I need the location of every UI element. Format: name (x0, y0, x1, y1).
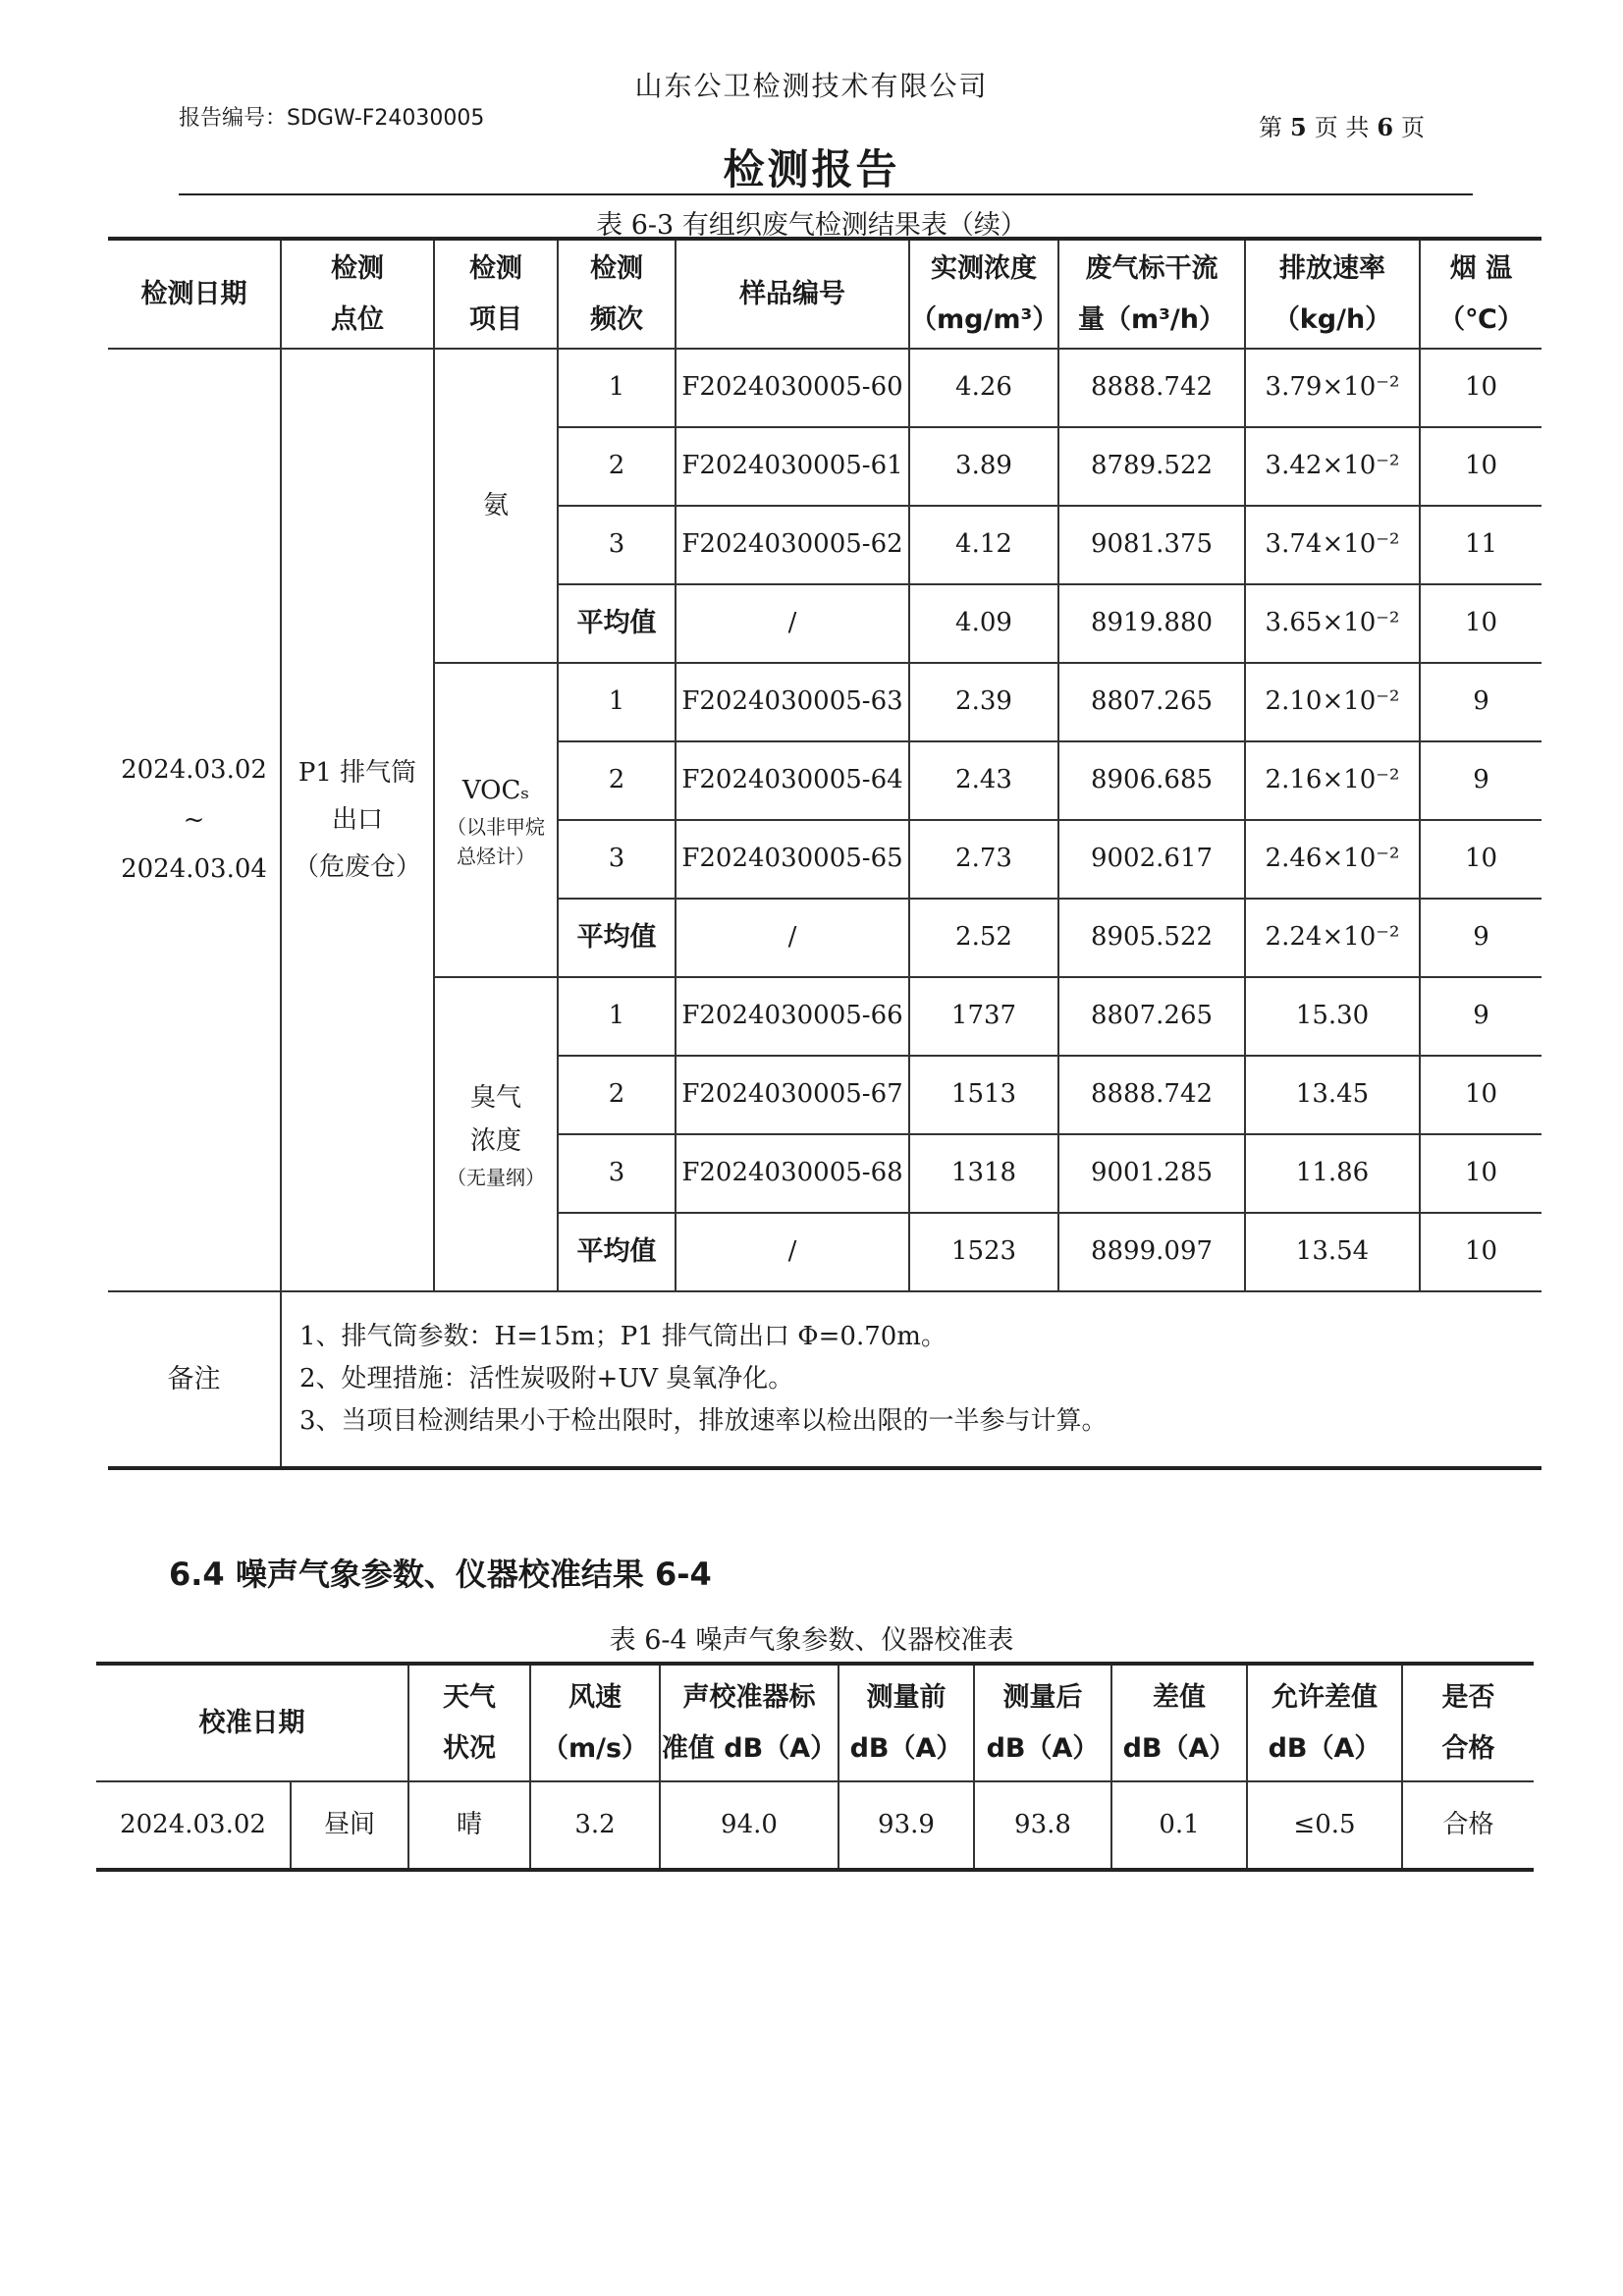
sample-cell: F2024030005-67 (676, 1056, 909, 1134)
header-freq (558, 239, 676, 349)
rate-cell: 13.45 (1245, 1056, 1420, 1134)
temp-cell: 10 (1420, 349, 1542, 427)
header-point-text: 检测 点位 (331, 253, 384, 335)
table-6-4-caption: 表 6-4 噪声气象参数、仪器校准表 (609, 1625, 1014, 1656)
t64-header-weather-text: 天气 状况 (443, 1682, 496, 1764)
conc-cell: 4.09 (909, 584, 1058, 663)
conc-cell: 1737 (909, 977, 1058, 1056)
temp-cell: 10 (1420, 1134, 1542, 1213)
rate-cell: 3.79×10⁻² (1245, 349, 1420, 427)
t64-diff: 0.1 (1111, 1781, 1247, 1870)
conc-cell: 2.39 (909, 663, 1058, 741)
header-item (434, 239, 558, 349)
t64-allow: ≤0.5 (1247, 1781, 1402, 1870)
item-name: 臭气 浓度 (469, 1082, 521, 1156)
temp-cell: 10 (1420, 584, 1542, 663)
t64-after: 93.8 (974, 1781, 1111, 1870)
freq-cell: 1 (558, 663, 676, 741)
rate-cell: 13.54 (1245, 1213, 1420, 1291)
rate-cell: 3.65×10⁻² (1245, 584, 1420, 663)
conc-cell: 2.52 (909, 899, 1058, 977)
freq-cell: 1 (558, 977, 676, 1056)
title-divider (179, 193, 1473, 195)
conc-cell: 3.89 (909, 427, 1058, 506)
t64-header-pass-text: 是否 合格 (1441, 1682, 1495, 1764)
rate-cell: 15.30 (1245, 977, 1420, 1056)
page-current: 5 (1290, 113, 1307, 141)
rate-cell: 2.10×10⁻² (1245, 663, 1420, 741)
sample-cell: / (676, 584, 909, 663)
t64-header-after-text: 测量后 dB（A） (986, 1682, 1100, 1764)
rate-cell: 11.86 (1245, 1134, 1420, 1213)
date-date-start: 2024.03.02 (121, 754, 267, 785)
conc-cell: 4.12 (909, 506, 1058, 584)
flow-cell: 9002.617 (1058, 820, 1245, 899)
freq-cell: 平均值 (558, 1213, 676, 1291)
header-date: 检测日期 (108, 239, 281, 349)
header-freq-text: 检测 频次 (590, 253, 643, 335)
page-mid: 页 共 (1314, 114, 1370, 141)
t64-header-before (839, 1664, 974, 1781)
item-name: VOCₛ (461, 775, 530, 805)
freq-cell: 平均值 (558, 584, 676, 663)
flow-cell: 8888.742 (1058, 349, 1245, 427)
t64-header-after (974, 1664, 1111, 1781)
header-point (281, 239, 434, 349)
report-number: 报告编号：SDGW-F24030005 (179, 106, 485, 131)
freq-cell: 平均值 (558, 899, 676, 977)
rate-cell: 2.24×10⁻² (1245, 899, 1420, 977)
t64-header-weather (408, 1664, 530, 1781)
sample-cell: F2024030005-65 (676, 820, 909, 899)
conc-cell: 2.43 (909, 741, 1058, 820)
t64-header-wind-text: 风速 （m/s） (541, 1682, 649, 1764)
freq-cell: 3 (558, 506, 676, 584)
temp-cell: 10 (1420, 1213, 1542, 1291)
item-note: （无量纲） (447, 1166, 545, 1190)
freq-cell: 1 (558, 349, 676, 427)
point-text: P1 排气筒 出口 （危废仓） (293, 757, 421, 883)
page-total: 6 (1377, 113, 1394, 141)
temp-cell: 9 (1420, 899, 1542, 977)
table-row (108, 349, 1542, 427)
freq-cell: 2 (558, 427, 676, 506)
rate-cell: 2.16×10⁻² (1245, 741, 1420, 820)
t64-header-before-text: 测量前 dB（A） (849, 1682, 963, 1764)
header-item-text: 检测 项目 (469, 253, 522, 335)
conc-cell: 1513 (909, 1056, 1058, 1134)
sample-cell: F2024030005-64 (676, 741, 909, 820)
flow-cell: 8899.097 (1058, 1213, 1245, 1291)
date-date-sep: ~ (183, 804, 205, 835)
conc-cell: 2.73 (909, 820, 1058, 899)
t64-wind: 3.2 (530, 1781, 660, 1870)
remark-label: 备注 (108, 1291, 281, 1468)
rate-cell: 3.74×10⁻² (1245, 506, 1420, 584)
section-6-4-title: 6.4 噪声气象参数、仪器校准结果 6-4 (169, 1556, 712, 1593)
t64-before: 93.9 (839, 1781, 974, 1870)
rate-cell: 3.42×10⁻² (1245, 427, 1420, 506)
t64-header-pass (1402, 1664, 1534, 1781)
t64-date: 2024.03.02 (96, 1781, 291, 1870)
header-flow-text: 废气标干流 量（m³/h） (1077, 253, 1226, 335)
remark-line: 3、当项目检测结果小于检出限时，排放速率以检出限的一半参与计算。 (299, 1405, 1108, 1436)
header-temp-text: 烟 温 （℃） (1438, 253, 1524, 335)
sample-cell: F2024030005-68 (676, 1134, 909, 1213)
temp-cell: 10 (1420, 820, 1542, 899)
page-prefix: 第 (1259, 114, 1282, 141)
flow-cell: 9081.375 (1058, 506, 1245, 584)
t64-header-std-text: 声校准器标 准值 dB（A） (661, 1682, 838, 1764)
remark-content (281, 1291, 1542, 1468)
header-flow (1058, 239, 1245, 349)
sample-cell: F2024030005-60 (676, 349, 909, 427)
flow-cell: 8906.685 (1058, 741, 1245, 820)
t64-pass: 合格 (1402, 1781, 1534, 1870)
remark-line: 2、处理措施：活性炭吸附+UV 臭氧净化。 (299, 1364, 794, 1394)
temp-cell: 9 (1420, 741, 1542, 820)
page-suffix: 页 (1401, 114, 1426, 141)
t64-period: 昼间 (291, 1781, 408, 1870)
company-name: 山东公卫检测技术有限公司 (634, 70, 989, 102)
item-name: 氨 (482, 490, 509, 520)
temp-cell: 10 (1420, 427, 1542, 506)
t64-header-date: 校准日期 (96, 1664, 408, 1781)
temp-cell: 10 (1420, 1056, 1542, 1134)
sample-cell: F2024030005-63 (676, 663, 909, 741)
t64-header-allow (1247, 1664, 1402, 1781)
header-conc (909, 239, 1058, 349)
table-6-4 (96, 1662, 1534, 1872)
remark-line: 1、排气筒参数：H=15m；P1 排气筒出口 Φ=0.70m。 (299, 1322, 947, 1352)
table-6-3-caption: 表 6-3 有组织废气检测结果表（续） (596, 210, 1027, 241)
table-6-3 (108, 237, 1542, 1470)
t64-std: 94.0 (660, 1781, 839, 1870)
point-cell (281, 349, 434, 1291)
sample-cell: / (676, 1213, 909, 1291)
conc-cell: 1318 (909, 1134, 1058, 1213)
header-rate-text: 排放速率 （kg/h） (1272, 253, 1392, 335)
header-sample: 样品编号 (676, 239, 909, 349)
freq-cell: 2 (558, 1056, 676, 1134)
t64-header-wind (530, 1664, 660, 1781)
remark-row (108, 1291, 1542, 1468)
t64-weather: 晴 (408, 1781, 530, 1870)
item-cell (434, 977, 558, 1291)
date-date-end: 2024.03.04 (121, 854, 267, 885)
conc-cell: 4.26 (909, 349, 1058, 427)
t64-header-diff (1111, 1664, 1247, 1781)
flow-cell: 8789.522 (1058, 427, 1245, 506)
sample-cell: F2024030005-62 (676, 506, 909, 584)
freq-cell: 2 (558, 741, 676, 820)
t64-header-std (660, 1664, 839, 1781)
rate-cell: 2.46×10⁻² (1245, 820, 1420, 899)
temp-cell: 9 (1420, 663, 1542, 741)
sample-cell: F2024030005-61 (676, 427, 909, 506)
date-cell (108, 349, 281, 1291)
sample-cell: / (676, 899, 909, 977)
item-note: （以非甲烷 总烃计） (447, 815, 545, 869)
t64-header-diff-text: 差值 dB（A） (1122, 1682, 1236, 1764)
t64-header-allow-text: 允许差值 dB（A） (1268, 1682, 1381, 1764)
header-temp (1420, 239, 1542, 349)
temp-cell: 9 (1420, 977, 1542, 1056)
item-cell (434, 349, 558, 663)
flow-cell: 8807.265 (1058, 663, 1245, 741)
flow-cell: 9001.285 (1058, 1134, 1245, 1213)
sample-cell: F2024030005-66 (676, 977, 909, 1056)
flow-cell: 8919.880 (1058, 584, 1245, 663)
flow-cell: 8888.742 (1058, 1056, 1245, 1134)
flow-cell: 8807.265 (1058, 977, 1245, 1056)
temp-cell: 11 (1420, 506, 1542, 584)
item-cell (434, 663, 558, 977)
flow-cell: 8905.522 (1058, 899, 1245, 977)
report-title: 检测报告 (723, 145, 900, 193)
freq-cell: 3 (558, 1134, 676, 1213)
header-conc-text: 实测浓度 （mg/m³） (910, 253, 1059, 335)
freq-cell: 3 (558, 820, 676, 899)
header-rate (1245, 239, 1420, 349)
conc-cell: 1523 (909, 1213, 1058, 1291)
